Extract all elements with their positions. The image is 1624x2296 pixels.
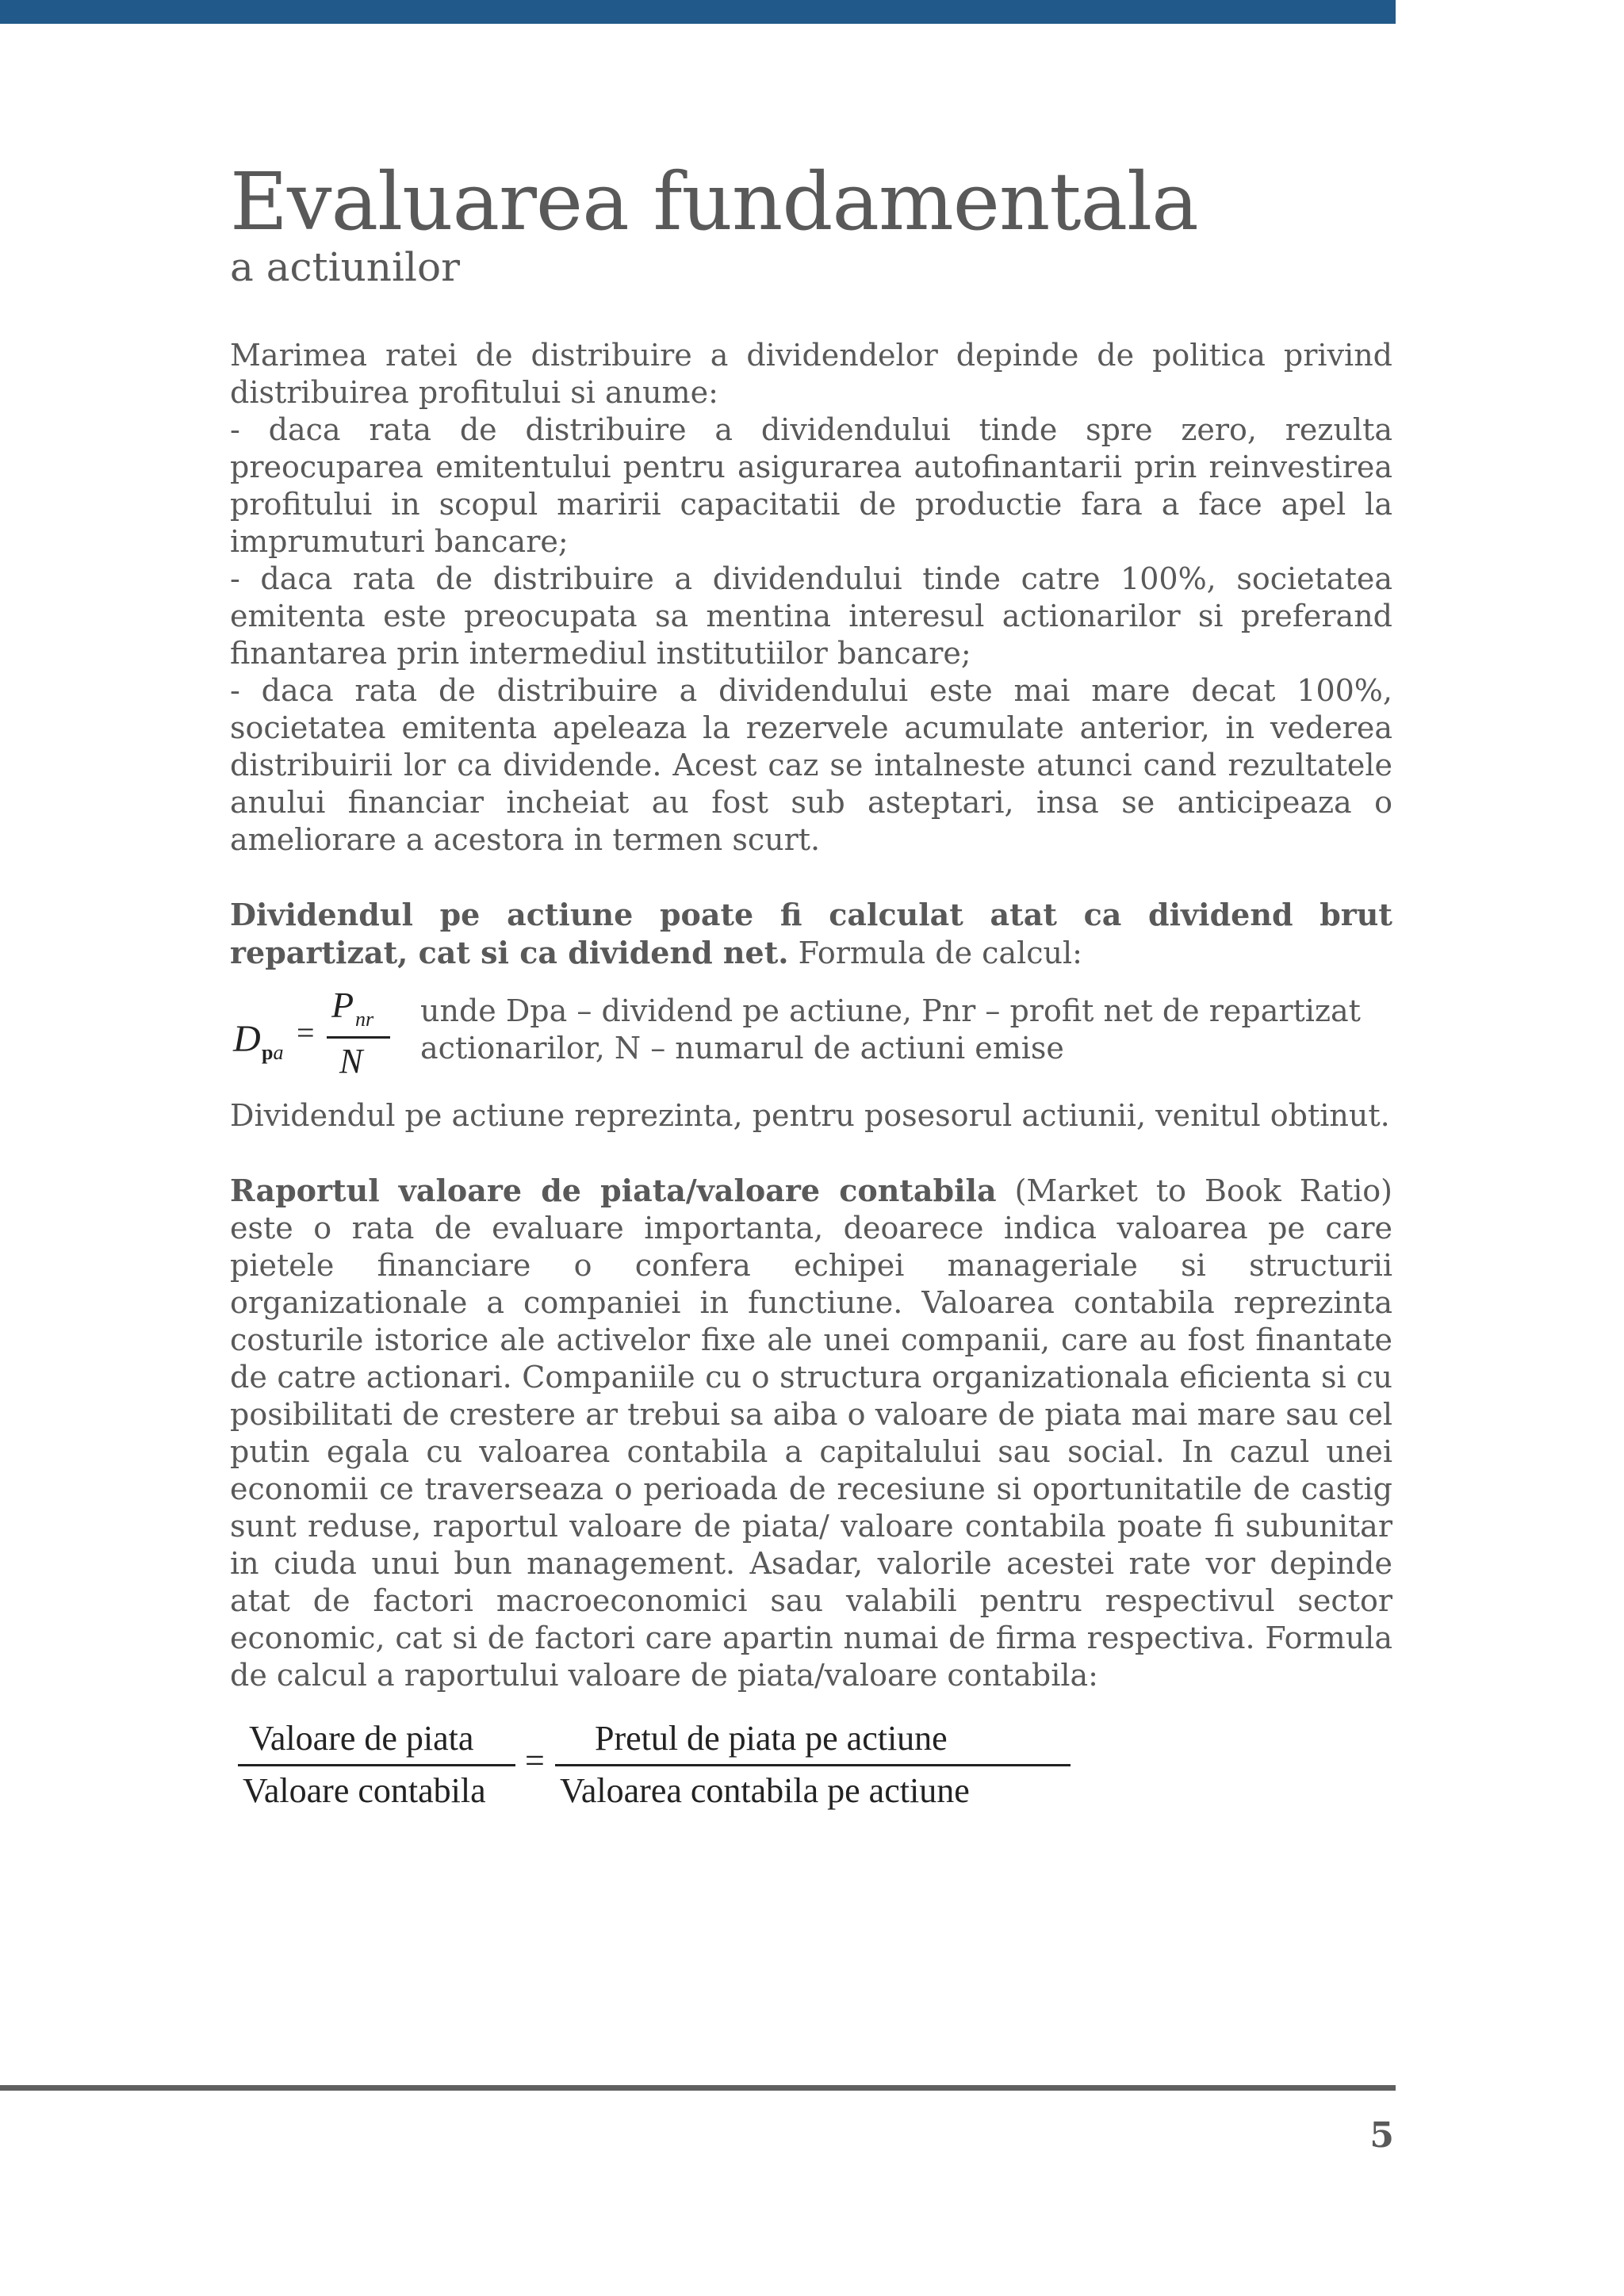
formula-symbol-p: P bbox=[331, 985, 354, 1025]
formula-symbol-n: N bbox=[339, 1042, 363, 1081]
paragraph-bullet-over-hundred: - daca rata de distribuire a dividendului este mai mare decat 100%, societatea emitenta apeleaza la rezervele acumulate anterior, in vederea distribuirii lor ca dividende. Acest caz se intalneste atunci cand rezultatele anului financiar incheiat au fost sub asteptari, insa se anticipeaza o ameliorare a acestora in termen scurt. bbox=[230, 673, 1392, 857]
paragraph-market-to-book bbox=[230, 1172, 1392, 1694]
dividend-rest-text: Formula de calcul: bbox=[788, 936, 1082, 970]
formula-d-sub-bold: p bbox=[262, 1041, 274, 1064]
dividend-formula bbox=[230, 982, 404, 1081]
formula2-numerator-right: Pretul de piata pe actiune bbox=[595, 1719, 948, 1758]
formula2-equals: = bbox=[525, 1741, 545, 1780]
formula-fraction-line bbox=[327, 1036, 390, 1039]
formula-symbol-p-subscript: nr bbox=[355, 1008, 374, 1031]
page-number: 5 bbox=[1369, 2115, 1394, 2156]
formula-description-line-1: unde Dpa – dividend pe actiune, Pnr – profit net de repartizat bbox=[420, 993, 1361, 1028]
paragraph-bullet-zero: - daca rata de distribuire a dividendului tinde spre zero, rezulta preocuparea emitentului pentru asigurarea autofinantarii prin reinvestirea profitului in scopul maririi capacitatii de productie fara a face apel la imprumuturi bancare; bbox=[230, 412, 1392, 559]
formula2-fraction-line-left bbox=[238, 1764, 515, 1766]
formula2-denominator-right: Valoarea contabila pe actiune bbox=[560, 1771, 970, 1810]
page-subtitle: a actiunilor bbox=[230, 244, 460, 290]
formula-equals: = bbox=[297, 1015, 315, 1050]
formula2-fraction-line-right bbox=[555, 1764, 1071, 1766]
paragraph-dividend-income: Dividendul pe actiune reprezinta, pentru posesorul actiunii, venitul obtinut. bbox=[230, 1098, 1390, 1133]
header-accent-bar bbox=[0, 0, 1396, 24]
paragraph-dividend-per-share bbox=[230, 896, 1392, 972]
paragraph-intro: Marimea ratei de distribuire a dividendelor depinde de politica privind distribuirea profitului si anume: bbox=[230, 338, 1392, 410]
market-to-book-rest-text: (Market to Book Ratio) este o rata de evaluare importanta, deoarece indica valoarea pe care pietele financiare o confera echipei manageriale si structurii organizationale a companiei in functiune. Valoarea contabila reprezinta costurile istorice ale activelor fixe ale unei companii, care au fost finantate de catre actionari. Companiile cu o structura organizationala eficienta si cu posibilitati de crestere ar trebui sa aiba o valoare de piata mai mare sau cel putin egala cu valoarea contabila a capitalului sau social. In cazul unei economii ce traverseaza o perioada de recesiune si oportunitatile de castig sunt reduse, raportul valoare de piata/ valoare contabila poate fi subunitar in ciuda unui bun management. Asadar, valorile acestei rate vor depinde atat de factori macroeconomici sau valabili pentru respectivul sector economic, cat si de factori care apartin numai de firma respectiva. Formula de calcul a raportului valoare de piata/valoare contabila: bbox=[230, 1173, 1392, 1693]
page-title: Evaluarea fundamentala bbox=[230, 155, 1198, 248]
page-content bbox=[230, 155, 1392, 1829]
dividend-formula-description bbox=[420, 993, 1361, 1067]
paragraph-bullet-hundred: - daca rata de distribuire a dividendului tinde catre 100%, societatea emitenta este preocupata sa mentina interesul actionarilor si preferand finantarea prin intermediul institutiilor bancare; bbox=[230, 561, 1392, 671]
formula-symbol-d: D bbox=[233, 1018, 261, 1060]
formula-symbol-d-subscript bbox=[262, 1041, 283, 1065]
formula2-denominator-left: Valoare contabila bbox=[243, 1771, 486, 1810]
dividend-formula-row bbox=[230, 978, 1392, 1081]
formula2-numerator-left: Valoare de piata bbox=[249, 1719, 474, 1758]
dividend-bold-text: Dividendul pe actiune poate fi calculat atat ca dividend brut repartizat, cat si ca dividend net. bbox=[230, 897, 1392, 970]
market-to-book-bold-text: Raportul valoare de piata/valoare contabila bbox=[230, 1173, 997, 1208]
footer-rule bbox=[0, 2085, 1396, 2091]
formula-d-sub-italic: a bbox=[273, 1041, 284, 1064]
formula-description-line-2: actionarilor, N – numarul de actiuni emise bbox=[420, 1031, 1064, 1066]
market-to-book-formula bbox=[230, 1718, 1071, 1829]
